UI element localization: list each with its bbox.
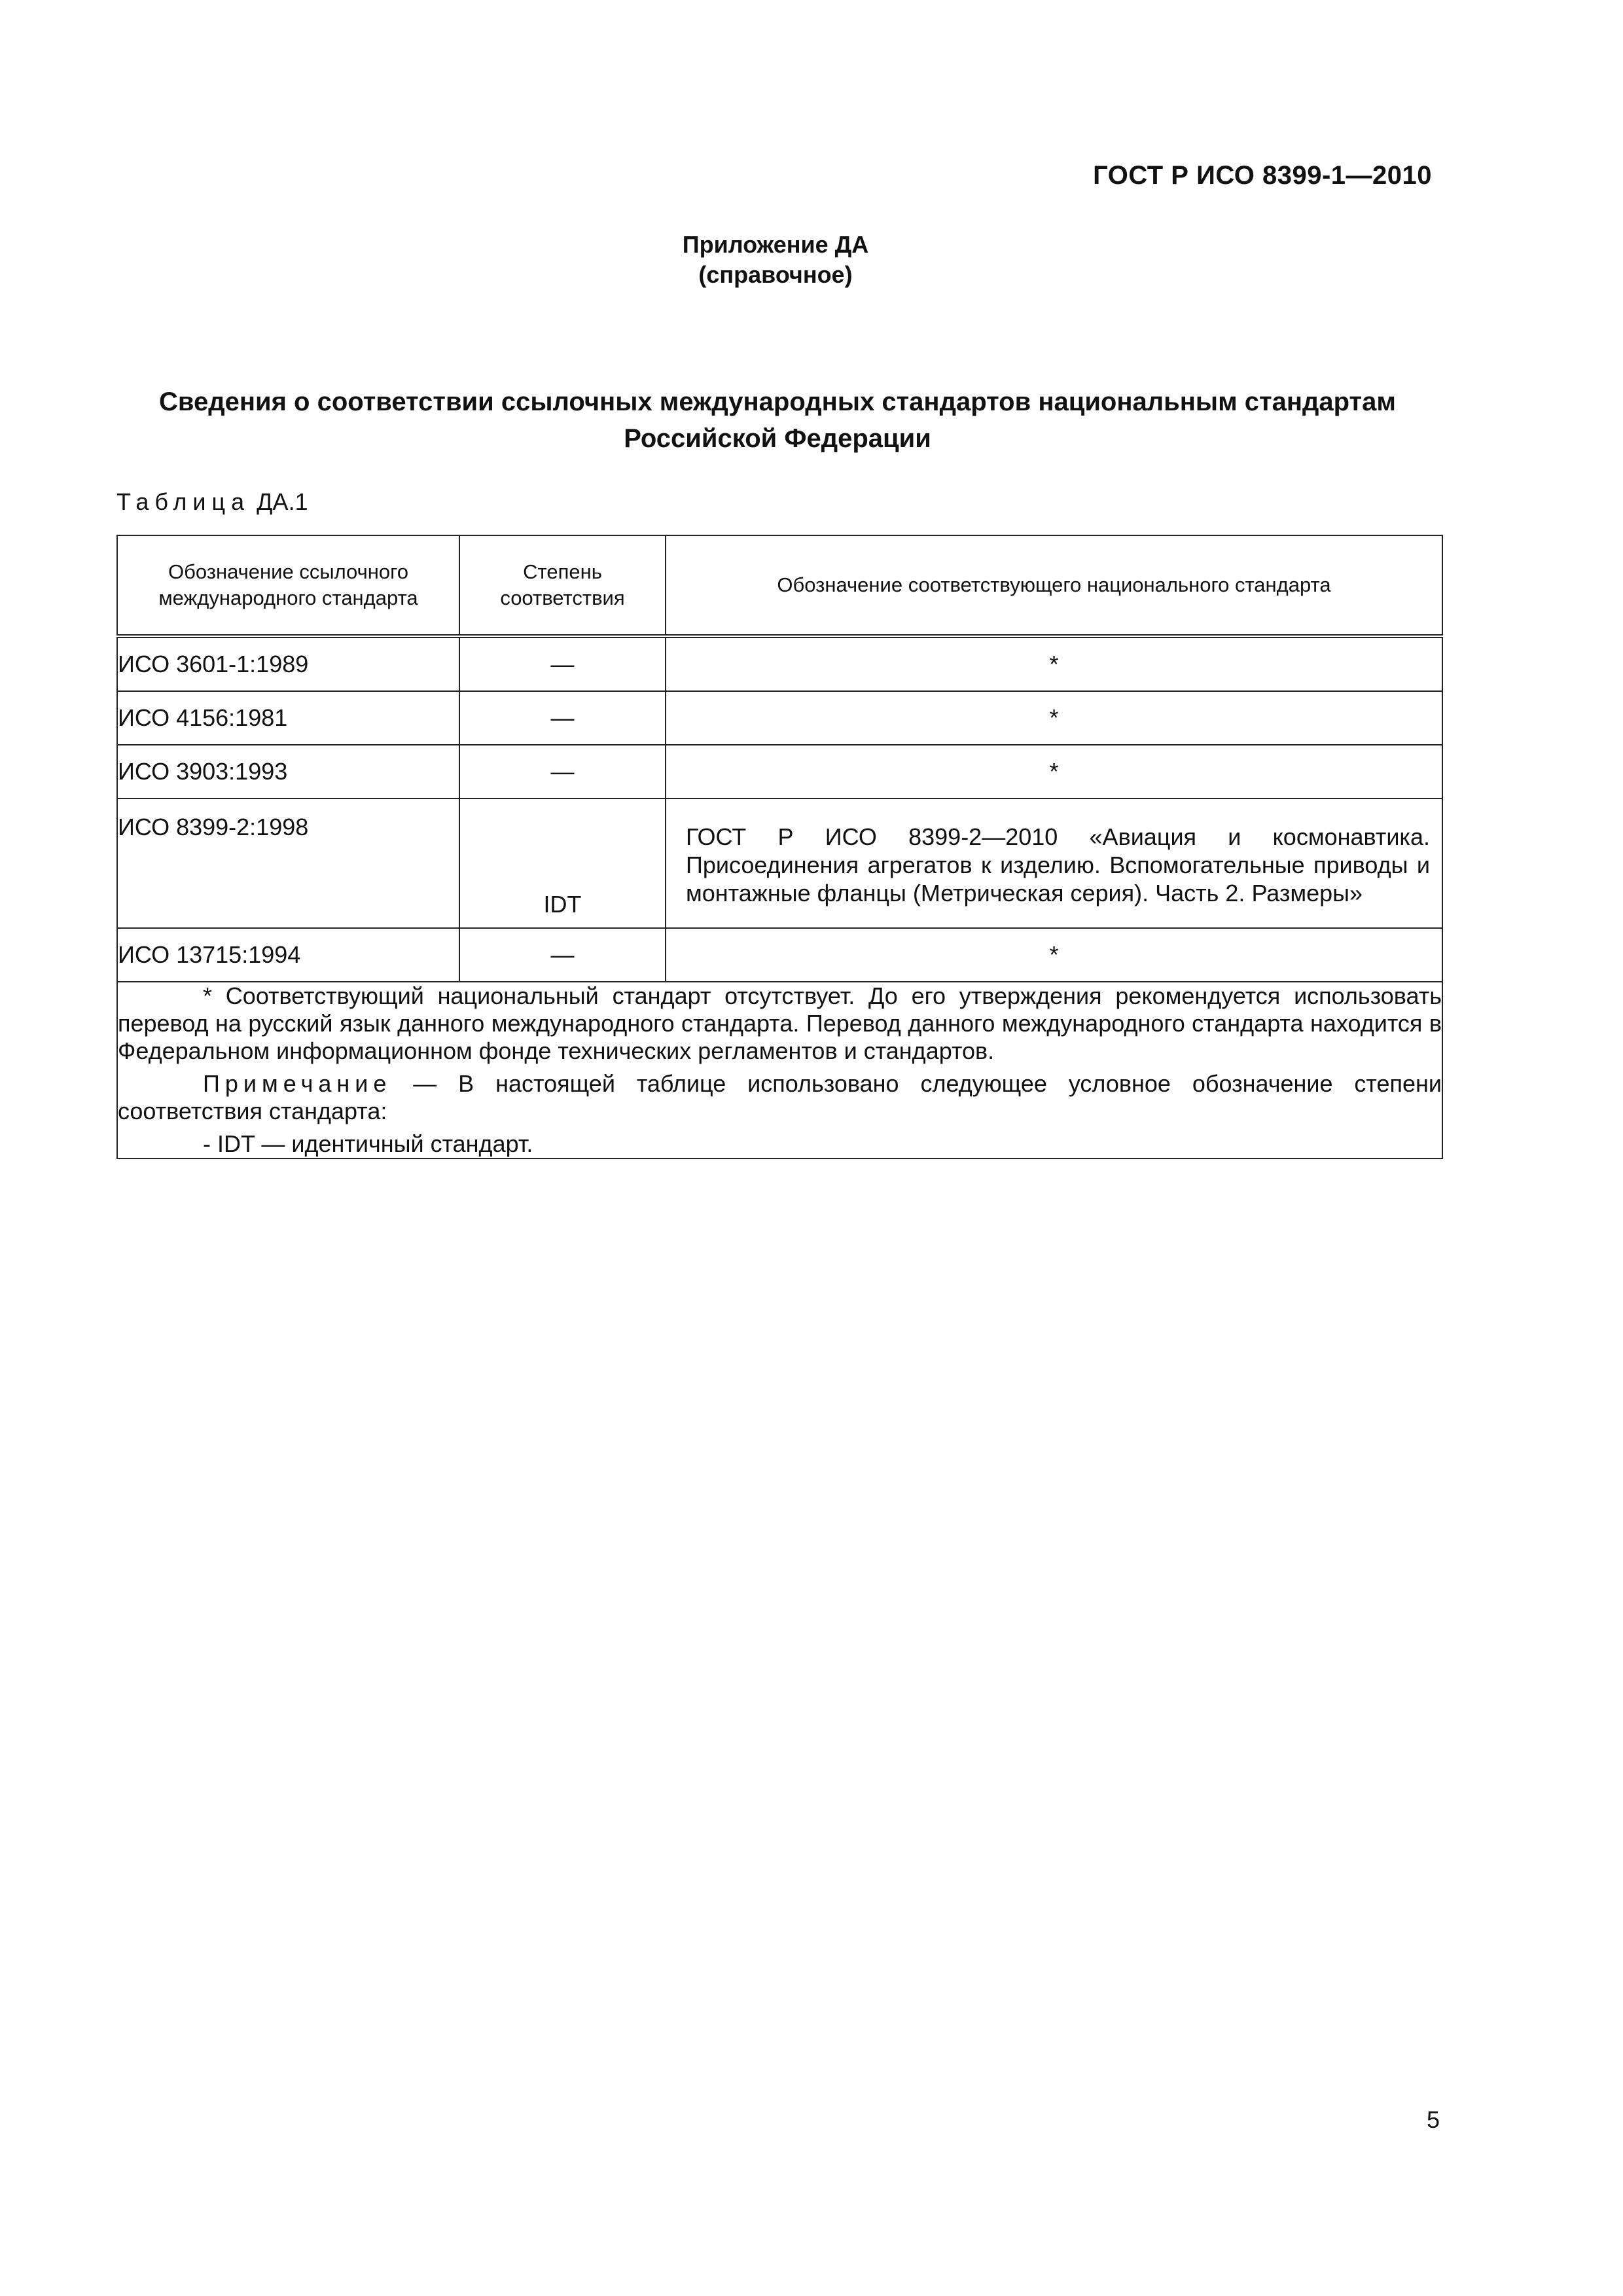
cell-international-code: ИСО 8399-2:1998 [117,798,459,928]
cell-degree: — [459,928,666,982]
cell-national-standard: * [666,636,1442,691]
cell-international-code: ИСО 13715:1994 [117,928,459,982]
annex-title: Приложение ДА [682,231,869,258]
cell-national-standard: * [666,691,1442,745]
cell-national-standard: ГОСТ Р ИСО 8399-2—2010 «Авиация и космонавтика. Присоединения агрегатов к изделию. Вспомогательные приводы и монтажные фланцы (Метрическая серия). Часть 2. Размеры» [666,798,1442,928]
table-header-row [117,535,1442,636]
cell-national-standard: * [666,928,1442,982]
column-header-degree: Степень соответствия [459,535,666,636]
correspondence-table [116,535,1443,1159]
cell-international-code: ИСО 4156:1981 [117,691,459,745]
cell-degree: — [459,745,666,798]
table-footnote-row [117,982,1442,1158]
section-title: Сведения о соответствии ссылочных международных стандартов национальным стандартам Российской Федерации [159,387,1396,453]
table-row [117,745,1442,798]
cell-international-code: ИСО 3903:1993 [117,745,459,798]
table-footnote [117,982,1442,1158]
table-caption-word: Таблица [116,488,251,515]
cell-degree: — [459,636,666,691]
cell-degree: — [459,691,666,745]
annex-subtitle: (справочное) [698,261,853,288]
cell-international-code: ИСО 3601-1:1989 [117,636,459,691]
table-caption-number: ДА.1 [257,488,308,515]
column-header-international: Обозначение ссылочного международного стандарта [117,535,459,636]
table-row [117,636,1442,691]
note-label: Примечание [203,1070,392,1097]
document-code: ГОСТ Р ИСО 8399-1—2010 [1093,161,1432,190]
column-header-national: Обозначение соответствующего национального стандарта [666,535,1442,636]
table-row [117,798,1442,928]
footnote-text: * Соответствующий национальный стандарт отсутствует. До его утверждения рекомендуется использовать перевод на русский язык данного международного стандарта. Перевод данного международного стандарта находится в Федеральном информационном фонде технических регламентов и стандартов. [118,982,1442,1064]
note-text: — В настоящей таблице использовано следующее условное обозначение степени соответствия стандарта: [118,1070,1442,1124]
table-row [117,928,1442,982]
table-row [117,691,1442,745]
page-number: 5 [1427,2106,1440,2133]
note-item: - IDT — идентичный стандарт. [203,1130,533,1157]
table-caption [116,488,308,516]
cell-degree: IDT [459,798,666,928]
cell-national-standard: * [666,745,1442,798]
note-paragraph [118,1070,1442,1125]
